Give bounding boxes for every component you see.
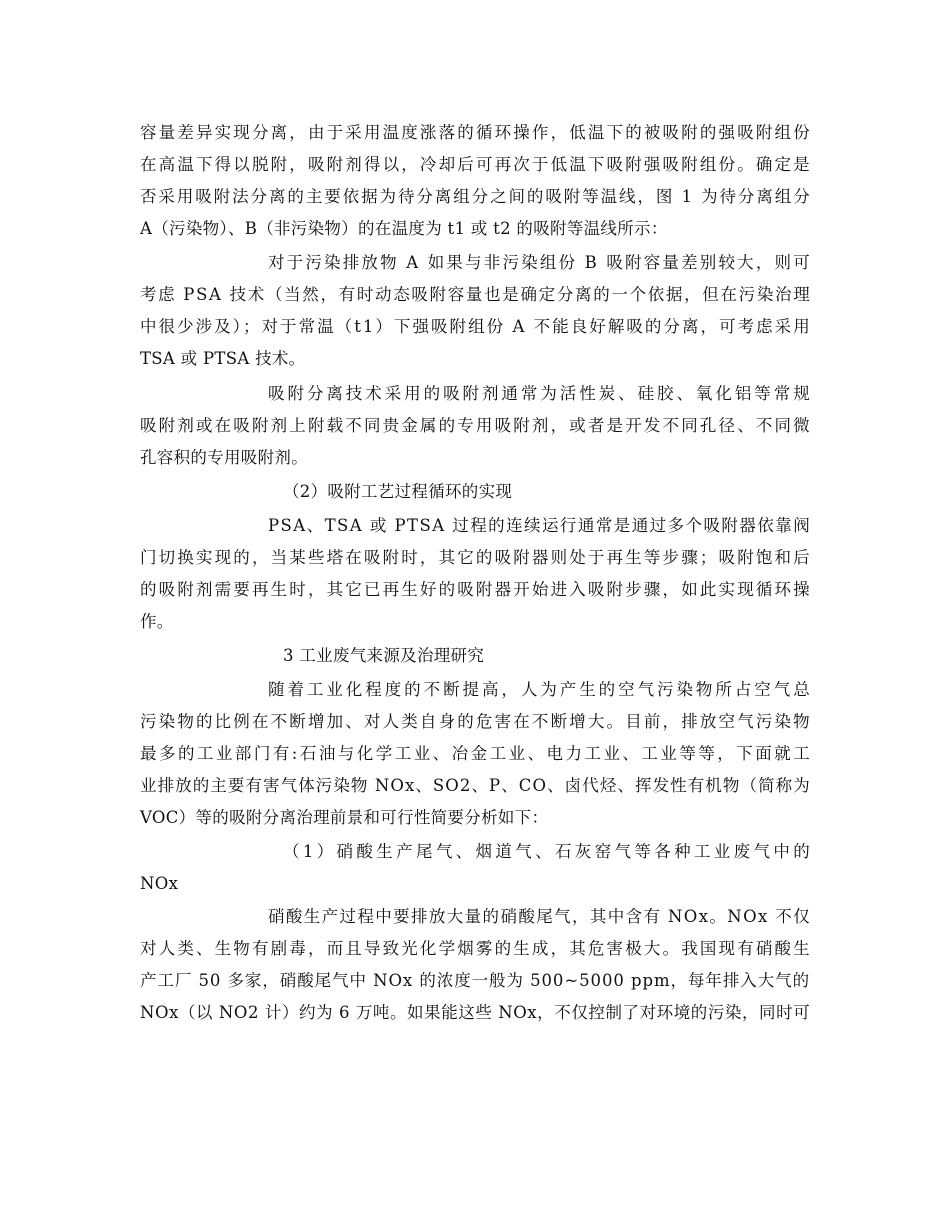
text-line-24: NOx [140,874,179,893]
text-line-26: 对人类、生物有剧毒，而且导致光化学烟雾的生成，其危害极大。我国现有硝酸生 [140,939,812,958]
text-line-2: 在高温下得以脱附，吸附剂得以，冷却后可再次于低温下吸附强吸附组份。确定是 [140,155,812,174]
text-line-17: 3 工业废气来源及治理研究 [283,646,485,665]
text-line-5: 对于污染排放物 A 如果与非污染组份 B 吸附容量差别较大，则可 [268,253,812,272]
text-line-12: （2）吸附工艺过程循环的实现 [283,482,513,501]
text-line-3: 否采用吸附法分离的主要依据为待分离组分之间的吸附等温线，图 1 为待分离组分 [140,187,812,206]
text-line-25: 硝酸生产过程中要排放大量的硝酸尾气，其中含有 NOx。NOx 不仅 [268,907,812,926]
text-line-10: 吸附剂或在吸附剂上附载不同贵金属的专用吸附剂，或者是开发不同孔径、不同微 [140,416,812,435]
text-line-22: VOC）等的吸附分离治理前景和可行性简要分析如下： [140,808,549,827]
text-line-15: 的吸附剂需要再生时，其它已再生好的吸附器开始进入吸附步骤，如此实现循环操 [140,580,812,599]
text-line-7: 中很少涉及）；对于常温（t1）下强吸附组份 A 不能良好解吸的分离，可考虑采用 [140,317,812,336]
text-line-1: 容量差异实现分离，由于采用温度涨落的循环操作，低温下的被吸附的强吸附组份 [140,123,812,142]
text-line-4: A（污染物）、B（非污染物）的在温度为 t1 或 t2 的吸附等温线所示： [140,219,668,238]
text-line-16: 作。 [140,612,174,631]
text-line-18: 随着工业化程度的不断提高，人为产生的空气污染物所占空气总 [268,680,813,699]
text-line-19: 污染物的比例在不断增加、对人类自身的危害在不断增大。目前，排放空气污染物 [140,712,812,731]
text-line-21: 业排放的主要有害气体污染物 NOx、SO2、P、CO、卤代烃、挥发性有机物（简称为 [140,776,811,795]
text-line-27: 产工厂 50 多家，硝酸尾气中 NOx 的浓度一般为 500~5000 ppm，每年排入大气的 [140,971,810,990]
text-line-23: （1）硝酸生产尾气、烟道气、石灰窑气等各种工业废气中的 [283,842,814,861]
text-line-20: 最多的工业部门有:石油与化学工业、冶金工业、电力工业、工业等等，下面就工 [140,744,813,763]
text-line-6: 考虑 PSA 技术（当然，有时动态吸附容量也是确定分离的一个依据，但在污染治理 [140,285,812,304]
text-line-14: 门切换实现的，当某些塔在吸附时，其它的吸附器则处于再生等步骤；吸附饱和后 [140,548,812,567]
text-line-13: PSA、TSA 或 PTSA 过程的连续运行通常是通过多个吸附器依靠阀 [268,516,812,535]
text-line-11: 孔容积的专用吸附剂。 [140,448,308,467]
text-line-28: NOx（以 NO2 计）约为 6 万吨。如果能这些 NOx，不仅控制了对环境的污染，同时可 [140,1003,811,1022]
text-line-9: 吸附分离技术采用的吸附剂通常为活性炭、硅胶、氧化铝等常规 [268,384,813,403]
text-line-8: TSA 或 PTSA 技术。 [140,349,306,368]
